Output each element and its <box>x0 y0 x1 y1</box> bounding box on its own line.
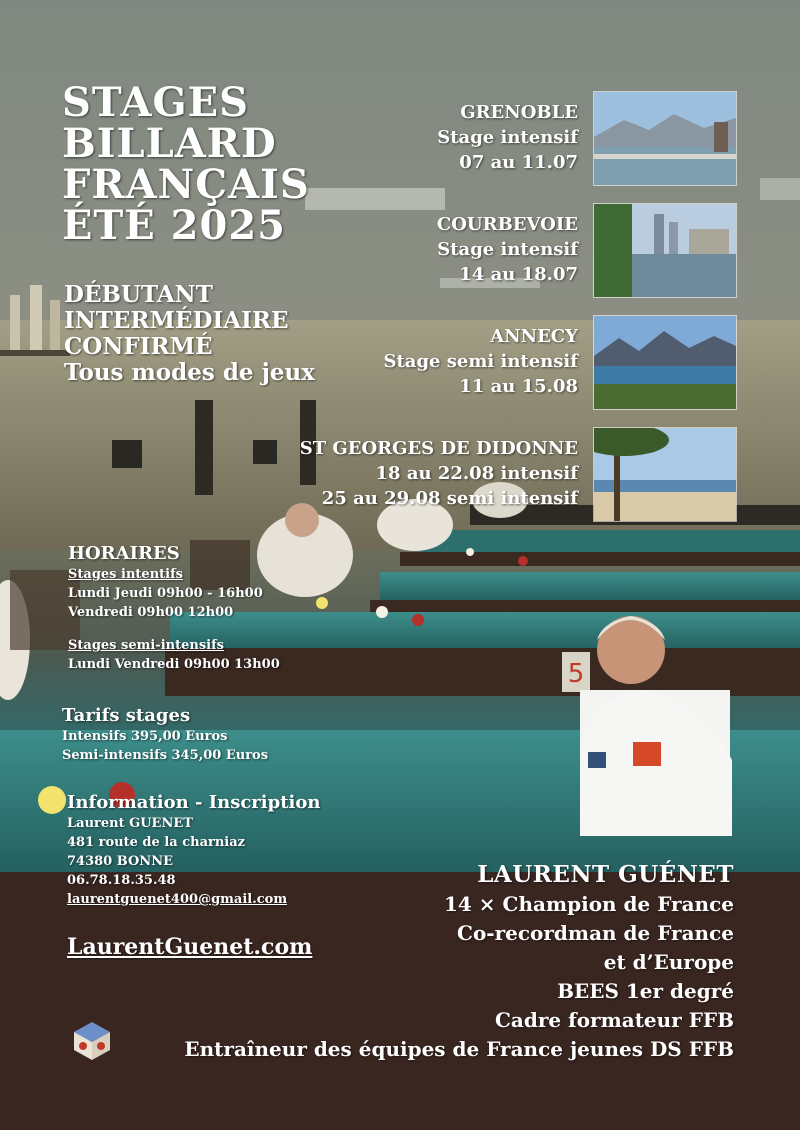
grenoble-photo <box>593 91 737 186</box>
tarifs-line-1: Intensifs 395,00 Euros <box>62 729 228 744</box>
contact-address: 481 route de la charniaz <box>67 835 246 850</box>
level-confirme: CONFIRMÉ <box>64 333 213 360</box>
contact-heading: Information - Inscription <box>67 792 321 813</box>
bio-line-2: Co-recordman de France <box>457 921 734 945</box>
title-line-3: FRANÇAIS <box>62 161 310 208</box>
contact-email-link[interactable]: laurentguenet400@gmail.com <box>67 892 288 907</box>
annecy-photo <box>593 315 737 410</box>
bio-line-1: 14 × Champion de France <box>444 892 734 916</box>
bio-section <box>94 860 734 1064</box>
location-type: Stage semi intensif <box>383 351 578 372</box>
location-type: 18 au 22.08 intensif <box>375 463 578 484</box>
title-line-1: STAGES <box>62 79 250 126</box>
location-annecy <box>248 324 578 399</box>
location-dates: 14 au 18.07 <box>459 264 578 285</box>
contact-phone: 06.78.18.35.48 <box>67 873 176 888</box>
horaires-heading: HORAIRES <box>68 543 180 564</box>
svg-text:5: 5 <box>567 659 585 689</box>
intensifs-title: Stages intentifs <box>68 567 183 582</box>
bio-line-6: Entraîneur des équipes de France jeunes DS FFB <box>184 1037 734 1061</box>
courbevoie-photo <box>593 203 737 298</box>
intensifs-line-1: Lundi Jeudi 09h00 - 16h00 <box>68 586 263 601</box>
st-georges-photo <box>593 427 737 522</box>
location-courbevoie <box>248 212 578 287</box>
location-type: Stage intensif <box>437 239 578 260</box>
bio-line-5: Cadre formateur FFB <box>495 1008 734 1032</box>
bio-line-3: et d’Europe <box>603 950 734 974</box>
location-dates: 07 au 11.07 <box>459 152 578 173</box>
tarifs-heading: Tarifs stages <box>62 705 191 726</box>
semi-title: Stages semi-intensifs <box>68 638 224 653</box>
bio-line-4: BEES 1er degré <box>557 979 734 1003</box>
location-dates: 25 au 29.08 semi intensif <box>321 488 578 509</box>
semi-line-1: Lundi Vendredi 09h00 13h00 <box>68 657 280 672</box>
location-st-georges <box>198 436 578 511</box>
level-intermediaire: INTERMÉDIAIRE <box>64 307 289 334</box>
intensifs-line-2: Vendredi 09h00 12h00 <box>68 605 234 620</box>
tarifs-line-2: Semi-intensifs 345,00 Euros <box>62 748 269 763</box>
contact-city: 74380 BONNE <box>67 854 173 869</box>
title-line-2: BILLARD <box>62 120 277 167</box>
location-grenoble <box>248 100 578 175</box>
website-link[interactable]: LaurentGuenet.com <box>67 934 313 960</box>
location-type: Stage intensif <box>437 127 578 148</box>
game-modes: Tous modes de jeux <box>64 359 315 386</box>
location-city: COURBEVOIE <box>436 214 578 235</box>
location-city: GRENOBLE <box>460 102 578 123</box>
location-city: ANNECY <box>490 326 578 347</box>
location-city: ST GEORGES DE DIDONNE <box>299 438 578 459</box>
tarifs-section <box>62 705 268 765</box>
location-dates: 11 au 15.08 <box>459 376 578 397</box>
level-debutant: DÉBUTANT <box>64 281 213 308</box>
horaires-section <box>68 543 280 674</box>
contact-name: Laurent GUENET <box>67 816 193 831</box>
bio-name: LAURENT GUÉNET <box>477 861 734 888</box>
title-line-4: ÉTÉ 2025 <box>62 202 286 249</box>
